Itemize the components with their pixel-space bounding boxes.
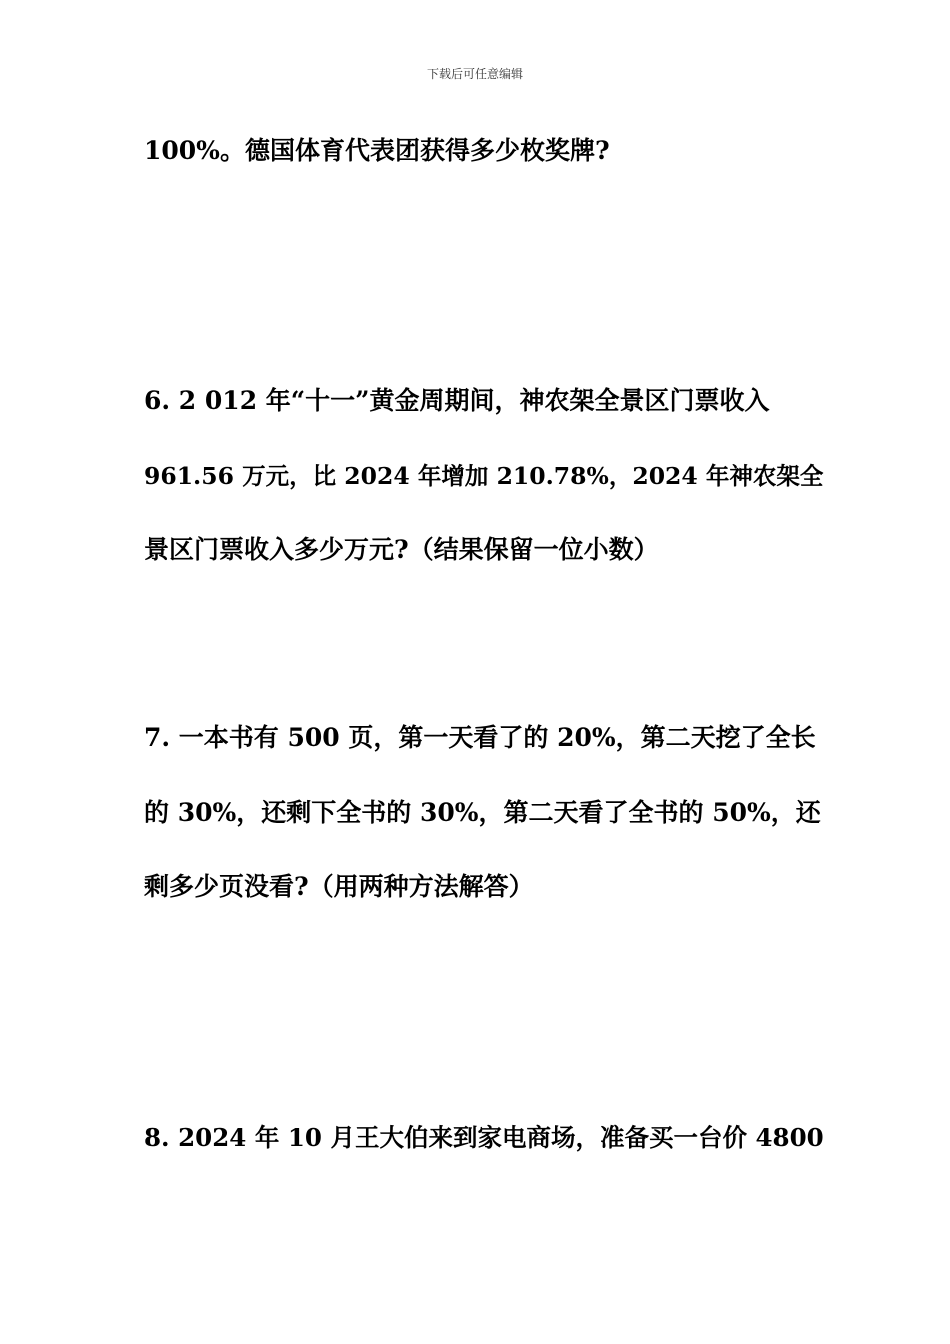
problem-5-text-line-end: 100%。德国体育代表团获得多少枚奖牌?	[144, 136, 610, 165]
problem-6-text-line-3: 景区门票收入多少万元?（结果保留一位小数）	[144, 535, 659, 564]
problem-8-text-line-1: 8. 2024 年 10 月王大伯来到家电商场，准备买一台价 4800	[144, 1123, 824, 1152]
problem-7-text-line-3: 剩多少页没看?（用两种方法解答）	[144, 872, 534, 901]
problem-6-text-line-2: 961.56 万元，比 2024 年增加 210.78%，2024 年神农架全	[144, 462, 824, 490]
problem-6-text-line-1: 6. 2 012 年“十一”黄金周期间，神农架全景区门票收入	[144, 386, 770, 415]
problem-7-text-line-1: 7. 一本书有 500 页，第一天看了的 20%，第二天挖了全长	[144, 723, 816, 752]
page-header: 下载后可任意编辑	[426, 67, 523, 81]
problem-7-text-line-2: 的 30%，还剩下全书的 30%，第二天看了全书的 50%，还	[144, 798, 821, 827]
